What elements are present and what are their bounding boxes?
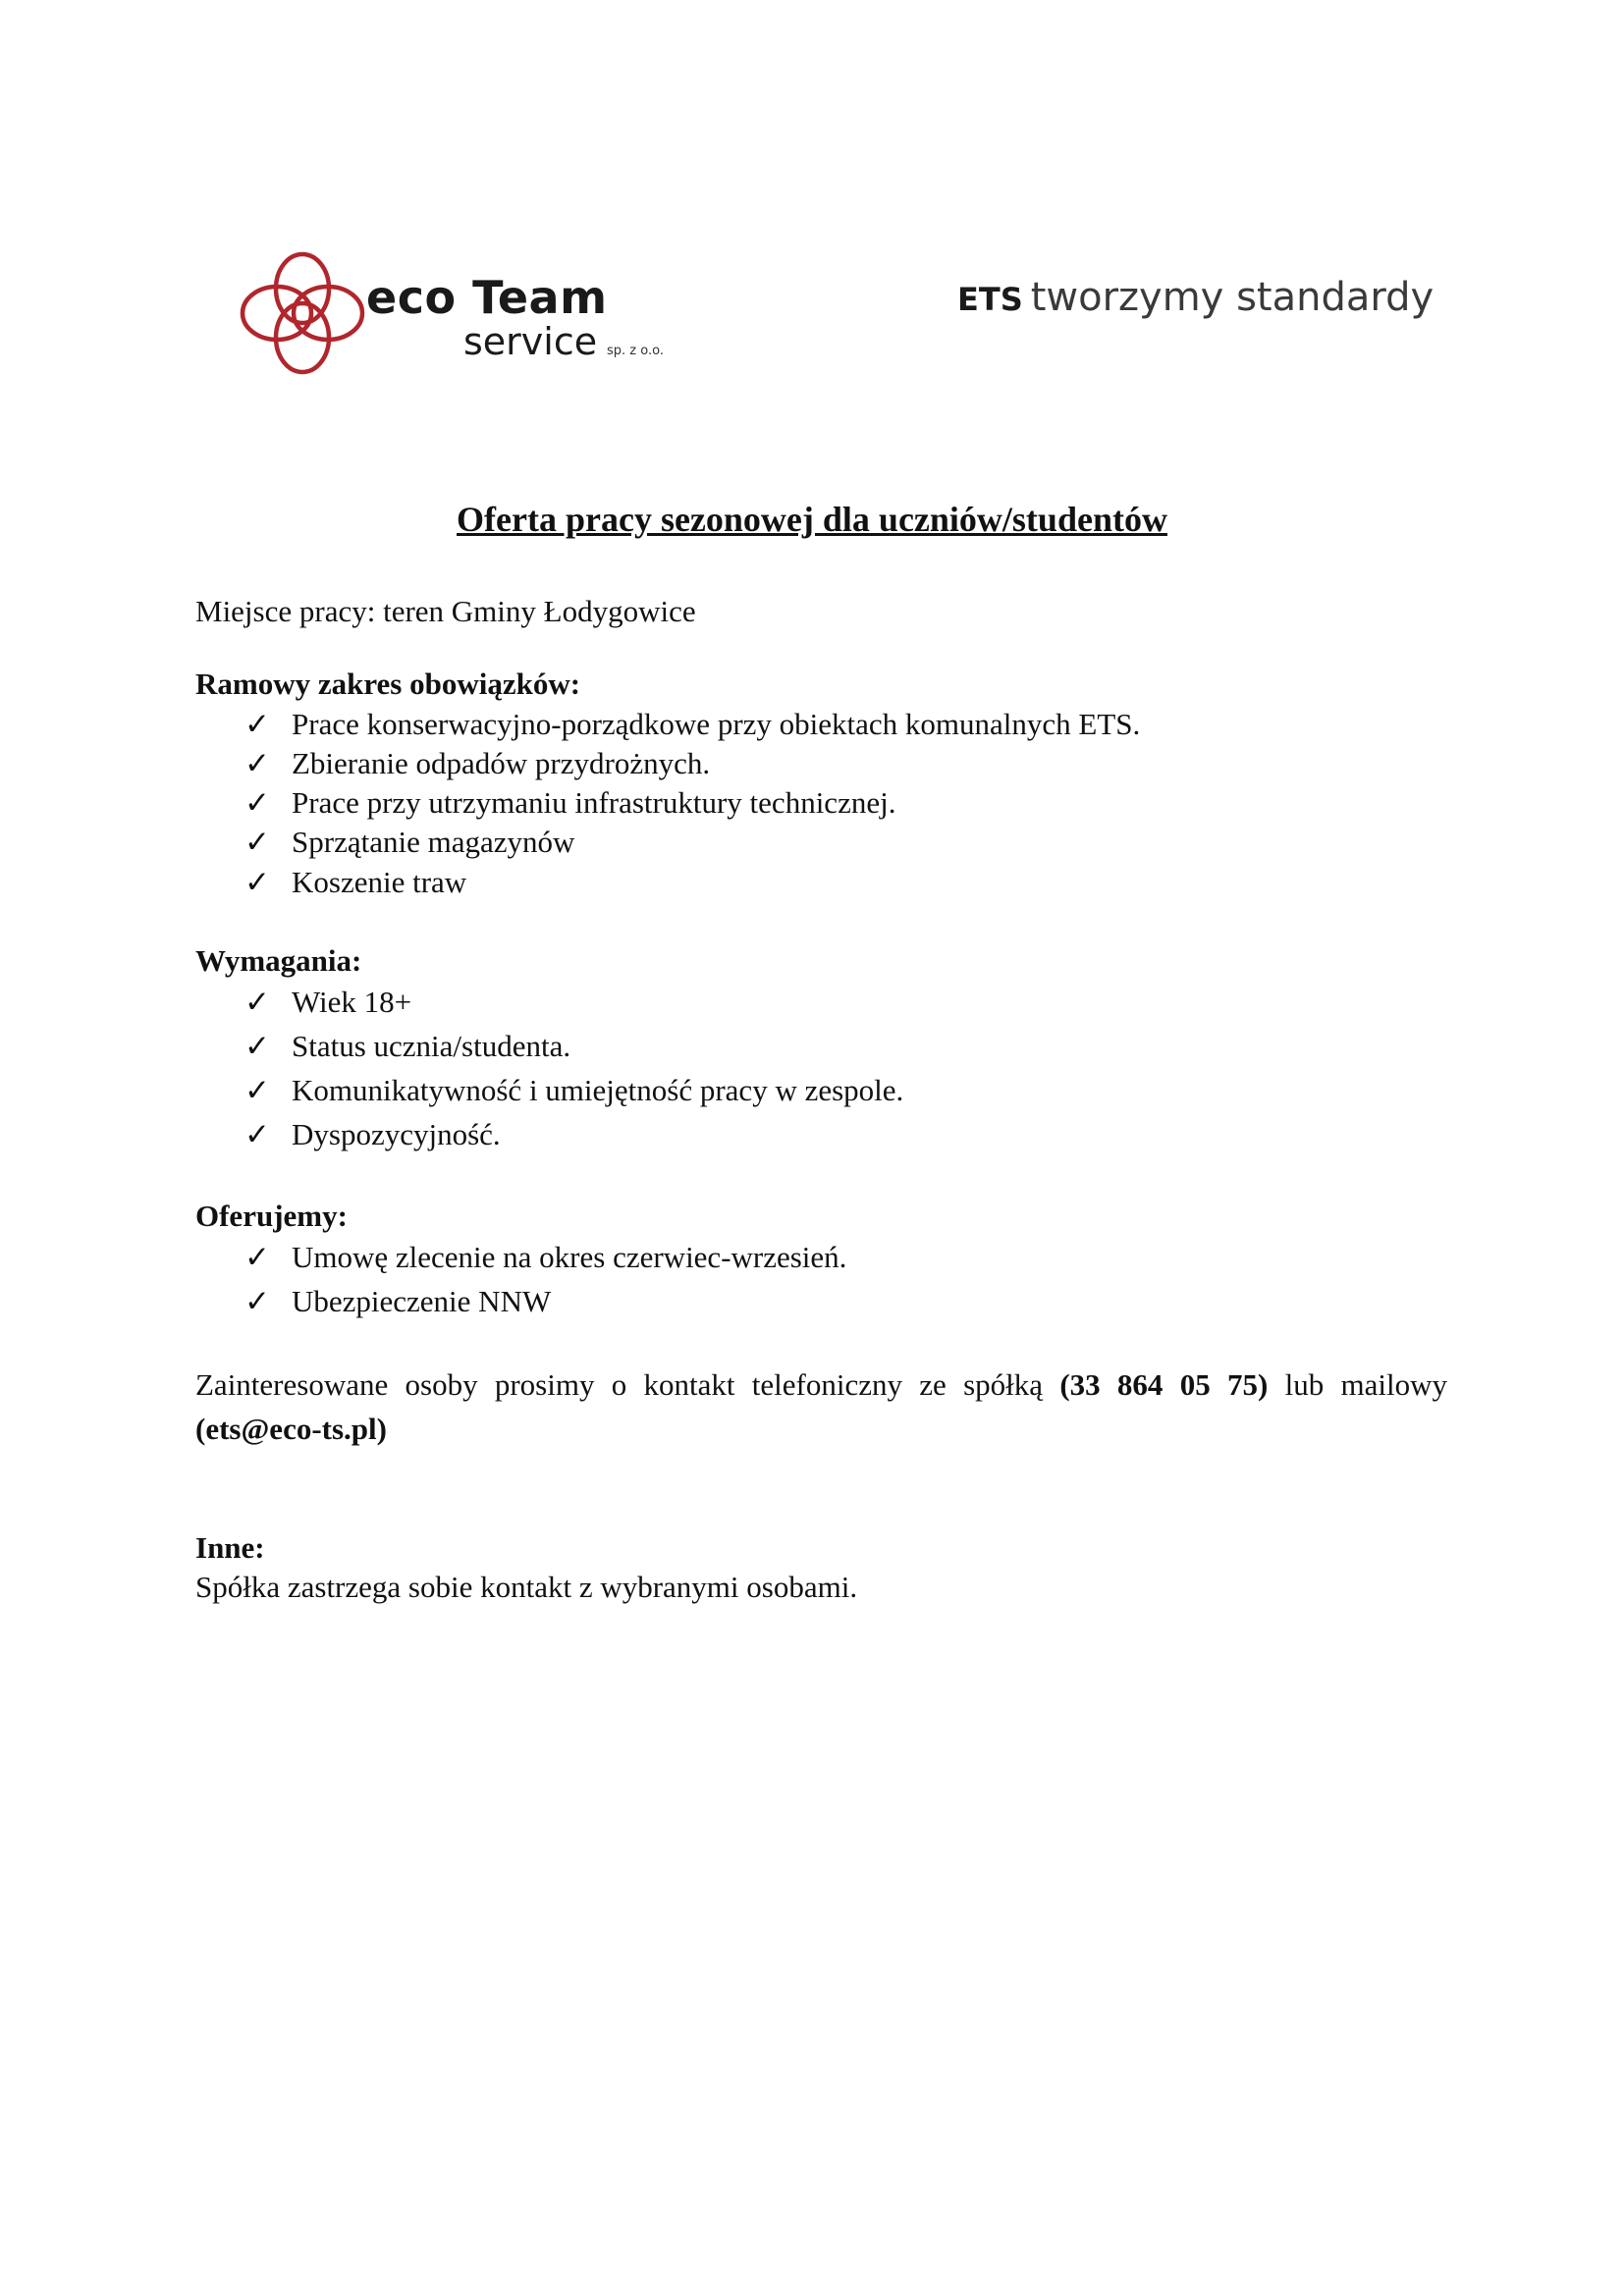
checkmark-icon: ✓ [244,1284,270,1319]
requirements-list [195,981,1447,1157]
list-item [195,1069,1447,1113]
list-item-text: Koszenie traw [292,864,467,899]
list-item-text: Wiek 18+ [292,985,412,1020]
list-item-text: Ubezpieczenie NNW [292,1284,552,1319]
offer-heading: Oferujemy: [195,1199,348,1234]
list-item-text: Dyspozycyjność. [292,1117,501,1152]
other-heading: Inne: [195,1530,265,1566]
checkmark-icon: ✓ [244,825,270,860]
list-item-text: Zbieranie odpadów przydrożnych. [292,745,711,780]
list-item [195,744,1447,783]
duties-heading: Ramowy zakres obowiązków: [195,667,581,702]
duties-list [195,705,1447,902]
tagline-ets: ETS [957,281,1023,318]
offer-list [195,1236,1447,1324]
checkmark-icon: ✓ [244,864,270,899]
checkmark-icon: ✓ [244,785,270,821]
tagline-text: tworzymy standardy [1030,275,1435,320]
company-tagline [957,275,1435,320]
list-item-text: Umowę zlecenie na okres czerwiec-wrzesień. [292,1240,847,1275]
list-item-text: Prace przy utrzymaniu infrastruktury technicznej. [292,785,896,821]
document-body [195,592,1447,1608]
list-item [195,783,1447,823]
other-text: Spółka zastrzega sobie kontakt z wybranymi osobami. [195,1570,858,1605]
list-item [195,1236,1447,1280]
list-item-text: Prace konserwacyjno-porządkowe przy obiektach komunalnych ETS. [292,706,1141,741]
list-item [195,1280,1447,1324]
checkmark-icon: ✓ [244,1029,270,1064]
list-item [195,823,1447,862]
list-item-text: Sprzątanie magazynów [292,825,575,860]
checkmark-icon: ✓ [244,1240,270,1275]
logo-rings-icon [240,249,367,377]
contact-middle: lub mailowy [1284,1367,1448,1403]
contact-phone: (33 864 05 75) [1059,1367,1269,1403]
checkmark-icon: ✓ [244,1117,270,1152]
list-item [195,1113,1447,1157]
list-item-text: Status ucznia/studenta. [292,1029,571,1064]
list-item [195,705,1447,744]
list-item [195,1025,1447,1069]
document-title: Oferta pracy sezonowej dla uczniów/studentów [457,500,1167,539]
list-item [195,981,1447,1025]
checkmark-icon: ✓ [244,1073,270,1108]
work-location: Miejsce pracy: teren Gminy Łodygowice [195,594,696,628]
contact-email: (ets@eco-ts.pl) [195,1412,387,1447]
checkmark-icon: ✓ [244,745,270,780]
company-logo [240,249,672,377]
checkmark-icon: ✓ [244,706,270,741]
logo-company-suffix: sp. z o.o. [607,344,664,358]
logo-brand-name: eco Team [366,271,608,324]
checkmark-icon: ✓ [244,985,270,1020]
list-item [195,863,1447,902]
requirements-heading: Wymagania: [195,943,362,979]
contact-paragraph [195,1363,1447,1452]
list-item-text: Komunikatywność i umiejętność pracy w zespole. [292,1073,904,1108]
logo-brand-service: service [463,320,598,363]
contact-text: Zainteresowane osoby prosimy o kontakt telefoniczny ze spółką [195,1367,1044,1403]
